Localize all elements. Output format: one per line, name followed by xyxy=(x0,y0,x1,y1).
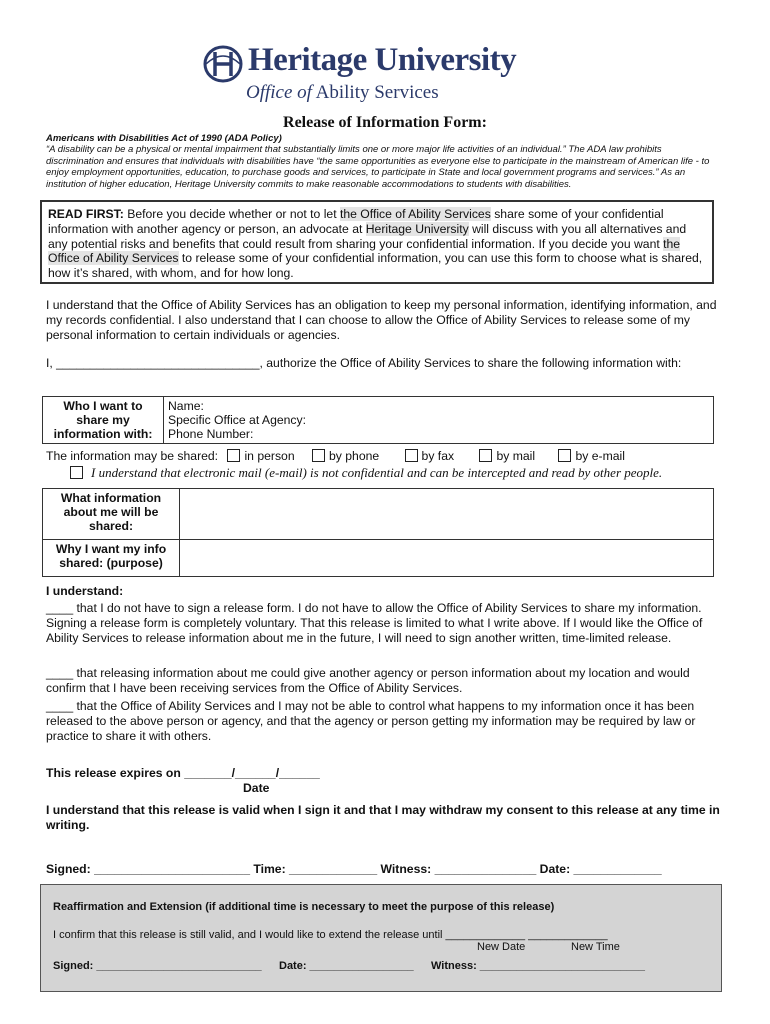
what-info-label: What information about me will be shared: xyxy=(43,489,180,540)
i-understand-heading: I understand: xyxy=(46,584,124,598)
email-notice-text: I understand that electronic mail (e-mail) is not confidential and can be intercepted and read by other people. xyxy=(91,465,663,480)
read-first-label: READ FIRST: xyxy=(48,207,124,221)
office-name-rest: Ability Services xyxy=(315,82,439,103)
read-first-text-1: Before you decide whether or not to let xyxy=(123,207,340,221)
university-name: Heritage University xyxy=(248,42,517,78)
form-title: Release of Information Form: xyxy=(283,114,487,131)
checkbox[interactable] xyxy=(479,449,492,462)
checkbox[interactable] xyxy=(405,449,418,462)
reaffirmation-line[interactable]: I confirm that this release is still valid, and I would like to extend the release until _____________ _____________ xyxy=(53,929,608,941)
confidentiality-paragraph: I understand that the Office of Ability Services has an obligation to keep my personal information, identifying information, and my records confidential. I also understand that I can choose to allow the Office of Ability Services to release some of my personal information to certain individuals or agencies. xyxy=(46,298,717,342)
option-by-fax[interactable] xyxy=(405,449,455,463)
reaffirmation-signed[interactable]: Signed: ___________________________ xyxy=(53,960,262,972)
share-methods-label: The information may be shared: xyxy=(46,449,219,463)
reaffirmation-box xyxy=(40,884,722,992)
read-first-text-2: share some of your confidential information with another agency or person, an advocate at xyxy=(48,207,664,236)
what-info-field[interactable] xyxy=(180,489,714,540)
recipient-office-field[interactable]: Specific Office at Agency: xyxy=(168,413,306,427)
read-first-highlight-1: the Office of Ability Services xyxy=(339,207,491,221)
recipient-phone-field[interactable]: Phone Number: xyxy=(168,427,254,441)
expiration-date-caption: Date xyxy=(243,781,270,795)
option-by-fax-label: by fax xyxy=(421,449,455,463)
email-notice xyxy=(70,465,662,481)
office-name-italic: Office of xyxy=(246,82,312,103)
purpose-field[interactable] xyxy=(180,540,714,577)
reaffirmation-date[interactable]: Date: _________________ xyxy=(279,960,414,972)
information-table xyxy=(42,488,714,577)
recipient-table xyxy=(42,396,714,444)
read-first-box xyxy=(40,200,714,284)
validity-statement: I understand that this release is valid when I sign it and that I may withdraw my consent to this release at any time in writing. xyxy=(46,803,720,832)
recipient-label: Who I want to share my information with: xyxy=(43,397,164,444)
checkbox[interactable] xyxy=(558,449,571,462)
checkbox[interactable] xyxy=(227,449,240,462)
recipient-fields[interactable] xyxy=(164,397,714,444)
expiration-line[interactable]: This release expires on _______/______/______ xyxy=(46,766,320,780)
option-in-person-label: in person xyxy=(244,449,295,463)
understand-item-3: ____ that the Office of Ability Services and I may not be able to control what happens to my information once it has been released to the above person or agency, and that the agency or person getting my information may be required by law or practice to share it with others. xyxy=(46,699,696,743)
reaffirmation-heading: Reaffirmation and Extension (if additional time is necessary to meet the purpose of this release) xyxy=(53,901,555,913)
signature-line[interactable]: Signed: _______________________ Time: _____________ Witness: _______________ Date: _____________ xyxy=(46,862,662,876)
option-in-person[interactable] xyxy=(227,449,294,463)
option-by-email-label: by e-mail xyxy=(575,449,625,463)
email-notice-checkbox[interactable] xyxy=(70,466,83,479)
option-by-mail-label: by mail xyxy=(496,449,536,463)
authorize-line[interactable]: I, ______________________________, authorize the Office of Ability Services to share the following information with: xyxy=(46,356,682,370)
checkbox[interactable] xyxy=(312,449,325,462)
recipient-name-field[interactable]: Name: xyxy=(168,399,204,413)
option-by-phone-label: by phone xyxy=(329,449,380,463)
read-first-highlight-3: the Office of Ability Services xyxy=(48,236,681,266)
option-by-mail[interactable] xyxy=(479,449,535,463)
university-logo xyxy=(200,42,560,108)
heritage-emblem-icon xyxy=(202,44,244,84)
new-date-caption: New Date xyxy=(477,941,526,953)
ada-heading: Americans with Disabilities Act of 1990 (ADA Policy) xyxy=(46,133,282,144)
ada-text: “A disability can be a physical or mental impairment that substantially limits one or more major life activities of an individual.” The ADA law prohibits discrimination and ensures that individuals with disabilities have “the same opportunities as everyone else to participate in the mainstream of American life - to enjoy employment opportunities, education, to purchase goods and services, to participate in State and local government programs and services.” As an institution of higher education, Heritage University commits to make reasonable accommodations to students with disabilities. xyxy=(46,144,710,190)
option-by-email[interactable] xyxy=(558,449,624,463)
read-first-text-3: will discuss with you all alternatives and any potential risks and benefits that could result from sharing your confidential information. If you decide you want xyxy=(48,221,687,251)
purpose-label: Why I want my info shared: (purpose) xyxy=(43,540,180,577)
share-methods-row xyxy=(46,449,625,464)
understand-item-2: ____ that releasing information about me could give another agency or person information about my location and would confirm that I have been receiving services from the Office of Ability Services. xyxy=(46,666,690,695)
new-time-caption: New Time xyxy=(571,941,620,953)
read-first-text-4: to release some of your confidential information, you can use this form to choose what is shared, how it’s shared, with whom, and for how long. xyxy=(48,251,703,281)
read-first-highlight-2: Heritage University xyxy=(365,221,469,236)
office-name xyxy=(246,82,439,104)
reaffirmation-witness[interactable]: Witness: ___________________________ xyxy=(431,960,645,972)
option-by-phone[interactable] xyxy=(312,449,379,463)
understand-item-1: ____ that I do not have to sign a release form. I do not have to allow the Office of Ability Services to share my information. Signing a release form is completely voluntary. That this release is limited to what I write above. If I would like the Office of Ability Services to release information about me in the future, I will need to sign another written, time-limited release. xyxy=(46,601,703,645)
